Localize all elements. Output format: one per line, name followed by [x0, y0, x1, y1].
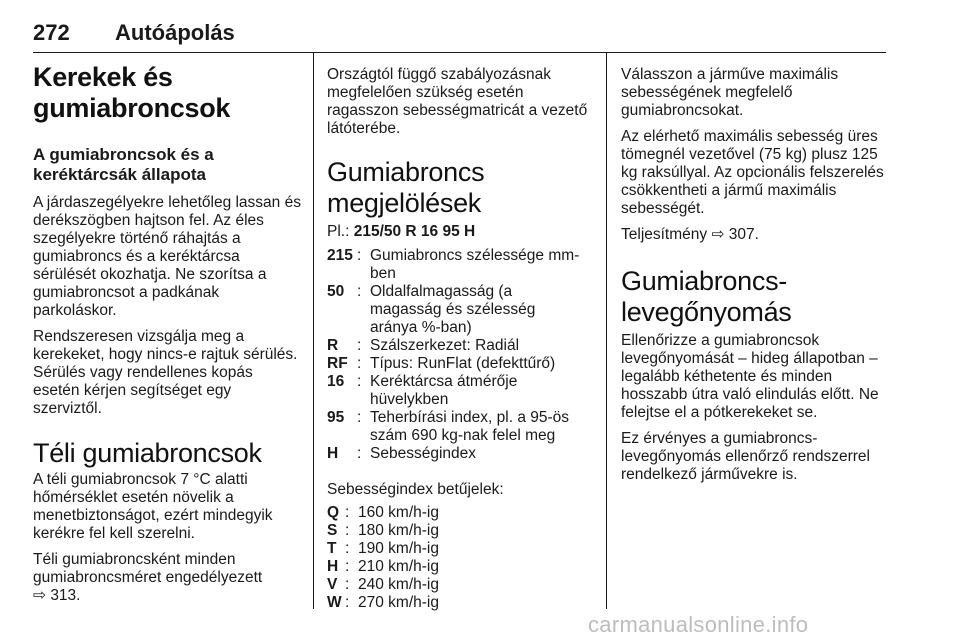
- spec-list: [327, 247, 595, 463]
- speed-key: S: [327, 522, 338, 539]
- speed-row: V : 240 km/h-ig: [327, 576, 595, 594]
- speed-value: 270 km/h-ig: [358, 594, 439, 611]
- paragraph: Rendszeresen vizsgálja meg a kerekeket, hogy nincs-e rajtuk sérülés. Sérülés vagy rendellenes kopás esetén kérjen segítséget egy szerviztől.: [33, 328, 298, 417]
- column-divider: [313, 52, 314, 609]
- paragraph-text: Téli gumiabroncsként minden gumiabroncsméret engedélyezett: [33, 551, 263, 586]
- speed-key: T: [327, 540, 337, 557]
- spec-key: 215: [327, 247, 353, 264]
- column-divider: [606, 52, 607, 609]
- speed-row: W : 270 km/h-ig: [327, 594, 595, 612]
- spec-value: Teherbírási index, pl. a 95-ös szám 690 kg-nak felel meg: [370, 409, 570, 444]
- spec-row: 50 : Oldalfalmagasság (a magasság és szélesség aránya %-ban): [327, 283, 595, 337]
- running-title: Autóápolás: [115, 20, 235, 45]
- spec-key: 50: [327, 283, 345, 300]
- spec-value: Típus: RunFlat (defekttűrő): [370, 355, 556, 372]
- watermark: carmanualsonline.info: [588, 612, 809, 637]
- paragraph: A téli gumiabroncsok 7 °C alatti hőmérséklet esetén növelik a menetbiztonságot, ezért mindegyik kerékre fel kell szerelni.: [33, 471, 273, 542]
- section-title: Gumiabroncs megjelölések: [327, 157, 485, 218]
- speed-row: S : 180 km/h-ig: [327, 522, 595, 540]
- page-ref-icon[interactable]: ⇨: [711, 226, 725, 243]
- column-3: [621, 52, 889, 484]
- example-label: Pl.:: [327, 223, 354, 240]
- paragraph: Az elérhető maximális sebesség üres tömegnél vezetővel (75 kg) plusz 125 kg raksúllyal. Az opcionális felszerelés csökkentheti a jármű maximális sebességét.: [621, 128, 884, 217]
- speed-key: H: [327, 558, 339, 575]
- spec-value: Keréktárcsa átmérője hüvelykben: [370, 373, 518, 408]
- paragraph: Ellenőrizze a gumiabroncsok levegőnyomását – hideg állapotban – legalább kéthetente és minden hosszabb útra való elindulás előtt. Ne felejtse el a pótkerekeket se.: [621, 332, 879, 421]
- spec-row: 95 : Teherbírási index, pl. a 95-ös szám 690 kg-nak felel meg: [327, 409, 595, 445]
- page-ref-icon[interactable]: ⇨: [33, 587, 46, 604]
- subsection-title: A gumiabroncsok és a keréktárcsák állapota: [33, 145, 214, 184]
- example-value: 215/50 R 16 95 H: [353, 223, 476, 240]
- section-title: Gumiabroncs-levegőnyomás: [621, 266, 792, 327]
- spec-key: RF: [327, 355, 348, 372]
- paragraph: Országtól függő szabályozásnak megfelelően szükség esetén ragasszon sebességmatricát a vezető látóterébe.: [327, 66, 588, 137]
- spec-value: Gumiabroncs szélessége mm-ben: [370, 247, 580, 282]
- spec-key: 16: [327, 373, 345, 390]
- spec-row: RF : Típus: RunFlat (defekttűrő): [327, 355, 595, 373]
- spec-value: Oldalfalmagasság (a magasság és szélesség aránya %-ban): [370, 283, 536, 336]
- paragraph: Válasszon a járműve maximális sebességének megfelelő gumiabroncsokat.: [621, 66, 839, 119]
- speed-value: 160 km/h-ig: [358, 504, 439, 521]
- spec-row: H : Sebességindex: [327, 445, 595, 463]
- section-title: Kerekek és gumiabroncsok: [33, 62, 231, 123]
- example-line: [327, 223, 595, 241]
- speed-index-list: [327, 504, 595, 612]
- speed-key: V: [327, 576, 338, 593]
- page-ref[interactable]: 307.: [728, 226, 759, 243]
- speed-key: Q: [327, 504, 340, 521]
- page-header: [33, 18, 886, 53]
- spec-key: H: [327, 445, 339, 462]
- speed-row: H : 210 km/h-ig: [327, 558, 595, 576]
- spec-key: 95: [327, 409, 345, 426]
- speed-value: 240 km/h-ig: [358, 576, 439, 593]
- page-number: 272: [33, 20, 70, 45]
- column-1: [33, 52, 301, 605]
- speed-row: T : 190 km/h-ig: [327, 540, 595, 558]
- performance-ref-line: [621, 226, 889, 244]
- speed-value: 210 km/h-ig: [358, 558, 439, 575]
- page-ref[interactable]: 313.: [50, 587, 81, 604]
- spec-value: Szálszerkezet: Radiál: [370, 337, 520, 354]
- spec-row: 215 : Gumiabroncs szélessége mm-ben: [327, 247, 595, 283]
- spec-row: 16 : Keréktárcsa átmérője hüvelykben: [327, 373, 595, 409]
- speed-key: W: [327, 594, 342, 611]
- paragraph-text: Teljesítmény: [621, 226, 708, 243]
- speed-value: 180 km/h-ig: [358, 522, 439, 539]
- speed-index-heading: Sebességindex betűjelek:: [327, 481, 504, 498]
- speed-row: Q : 160 km/h-ig: [327, 504, 595, 522]
- spec-value: Sebességindex: [370, 445, 476, 462]
- paragraph: [33, 551, 301, 605]
- speed-value: 190 km/h-ig: [358, 540, 439, 557]
- paragraph: Ez érvényes a gumiabroncs-levegőnyomás ellenőrző rendszerrel rendelkező járművekre is.: [621, 430, 870, 483]
- section-title: Téli gumiabroncsok: [33, 438, 262, 468]
- paragraph: A járdaszegélyekre lehetőleg lassan és derékszögben hajtson fel. Az éles szegélyekre történő ráhajtás a gumiabroncs és a keréktárcsa sérülését okozhatja. Ne szorítsa a gumiabroncsot a padkának parkoláskor.: [33, 194, 301, 319]
- spec-key: R: [327, 337, 339, 354]
- column-2: [327, 52, 595, 612]
- spec-row: R : Szálszerkezet: Radiál: [327, 337, 595, 355]
